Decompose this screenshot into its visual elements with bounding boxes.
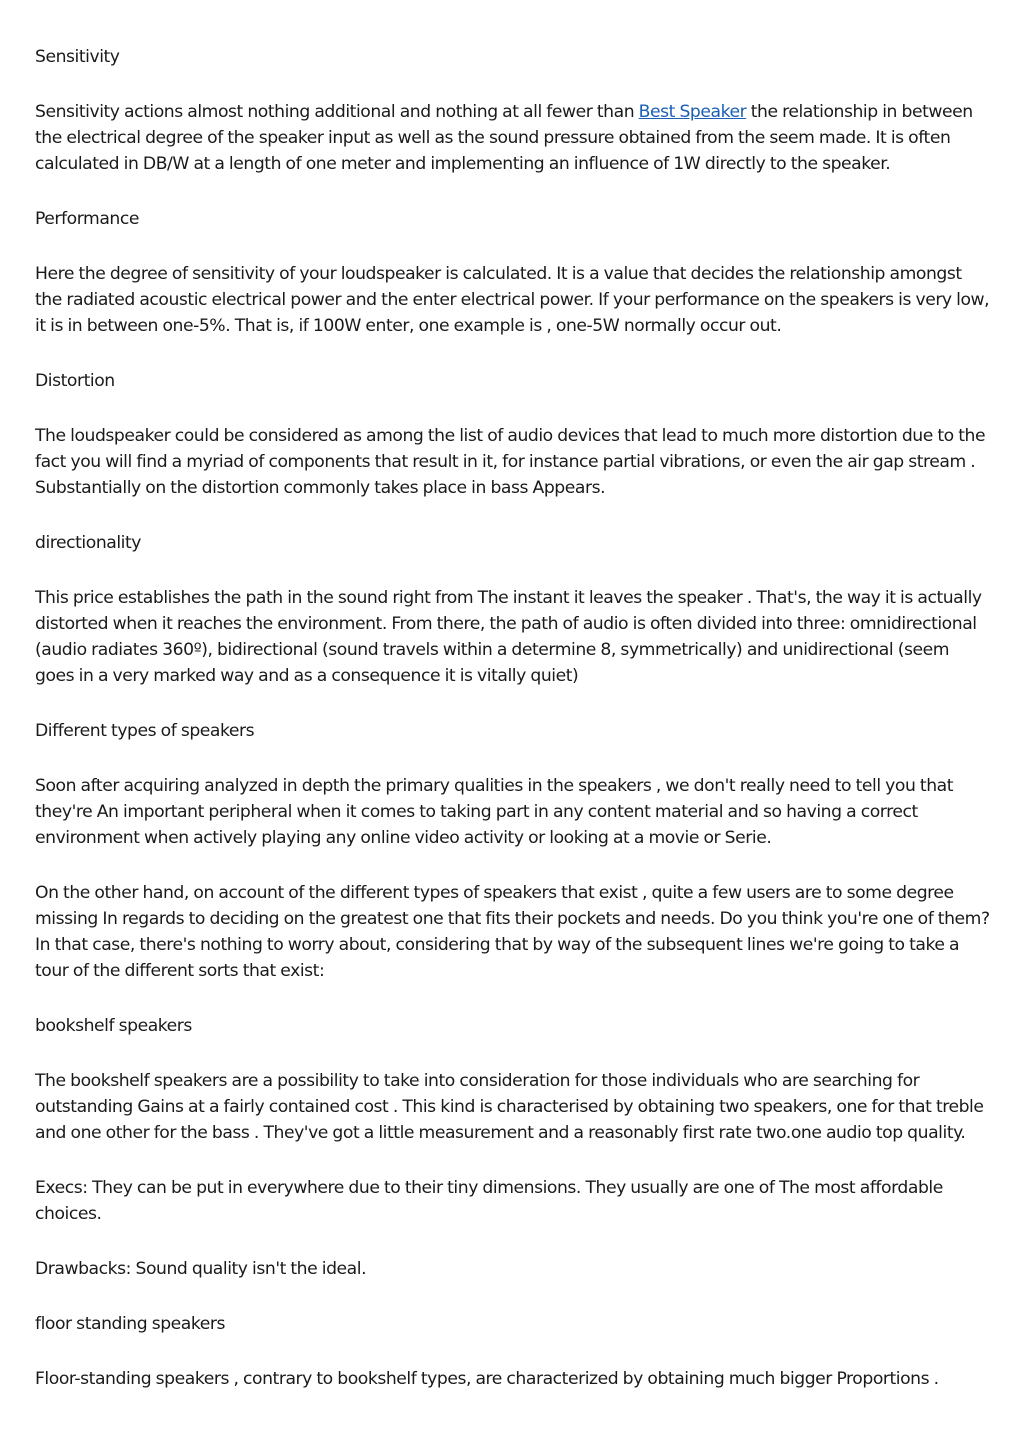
paragraph-bookshelf: The bookshelf speakers are a possibility to take into consideration for those individuals who are searching for outstanding Gains at a fairly contained cost . This kind is characterised by obtaining two speakers, one for that treble and one other for the bass . They've got a little measurement and a reasonably first rate two.one audio top quality.: [35, 1071, 984, 1143]
heading-sensitivity: Sensitivity: [35, 47, 120, 67]
paragraph-performance: Here the degree of sensitivity of your loudspeaker is calculated. It is a value that decides the relationship amongst the radiated acoustic electrical power and the enter electrical power. If your performance on the speakers is very low, it is in between one-5%. That is, if 100W enter, one example is , one-5W normally occur out.: [35, 264, 990, 336]
paragraph-floor-standing: Floor-standing speakers , contrary to bookshelf types, are characterized by obtaining much bigger Proportions .: [35, 1369, 939, 1389]
paragraph-types-choice: On the other hand, on account of the different types of speakers that exist , quite a few users are to some degree missing In regards to deciding on the greatest one that fits their pockets and needs. Do you think you're one of them? In that case, there's nothing to worry about, considering that by way of the subsequent lines we're going to take a tour of the different sorts that exist:: [35, 883, 990, 981]
heading-performance: Performance: [35, 209, 139, 229]
heading-bookshelf-speakers: bookshelf speakers: [35, 1016, 192, 1036]
heading-floor-standing-speakers: floor standing speakers: [35, 1314, 226, 1334]
heading-distortion: Distortion: [35, 371, 115, 391]
paragraph-types-intro: Soon after acquiring analyzed in depth the primary qualities in the speakers , we don't really need to tell you that they're An important peripheral when it comes to taking part in any content material and so having a correct environment when actively playing any online video activity or looking at a movie or Serie.: [35, 776, 954, 848]
heading-directionality: directionality: [35, 533, 142, 553]
paragraph-sensitivity-before: Sensitivity actions almost nothing additional and nothing at all fewer than: [35, 102, 639, 122]
heading-types-of-speakers: Different types of speakers: [35, 721, 255, 741]
paragraph-bookshelf-pros: Execs: They can be put in everywhere due to their tiny dimensions. They usually are one of The most affordable choices.: [35, 1178, 943, 1224]
paragraph-distortion: The loudspeaker could be considered as among the list of audio devices that lead to much more distortion due to the fact you will find a myriad of components that result in it, for instance partial vibrations, or even the air gap stream . Substantially on the distortion commonly takes place in bass Appears.: [35, 426, 986, 498]
best-speaker-link[interactable]: Best Speaker: [638, 102, 747, 122]
paragraph-sensitivity-after: the relationship in between the electrical degree of the speaker input as well as the sound pressure obtained from the seem made. It is often calculated in DB/W at a length of one meter and implementing an influence of 1W directly to the speaker.: [35, 102, 973, 174]
paragraph-sensitivity: [35, 99, 990, 177]
paragraph-directionality: This price establishes the path in the sound right from The instant it leaves the speaker . That's, the way it is actually distorted when it reaches the environment. From there, the path of audio is often divided into three: omnidirectional (audio radiates 360º), bidirectional (sound travels within a determine 8, symmetrically) and unidirectional (seem goes in a very marked way and as a consequence it is vitally quiet): [35, 588, 982, 686]
paragraph-bookshelf-cons: Drawbacks: Sound quality isn't the ideal.: [35, 1259, 367, 1279]
